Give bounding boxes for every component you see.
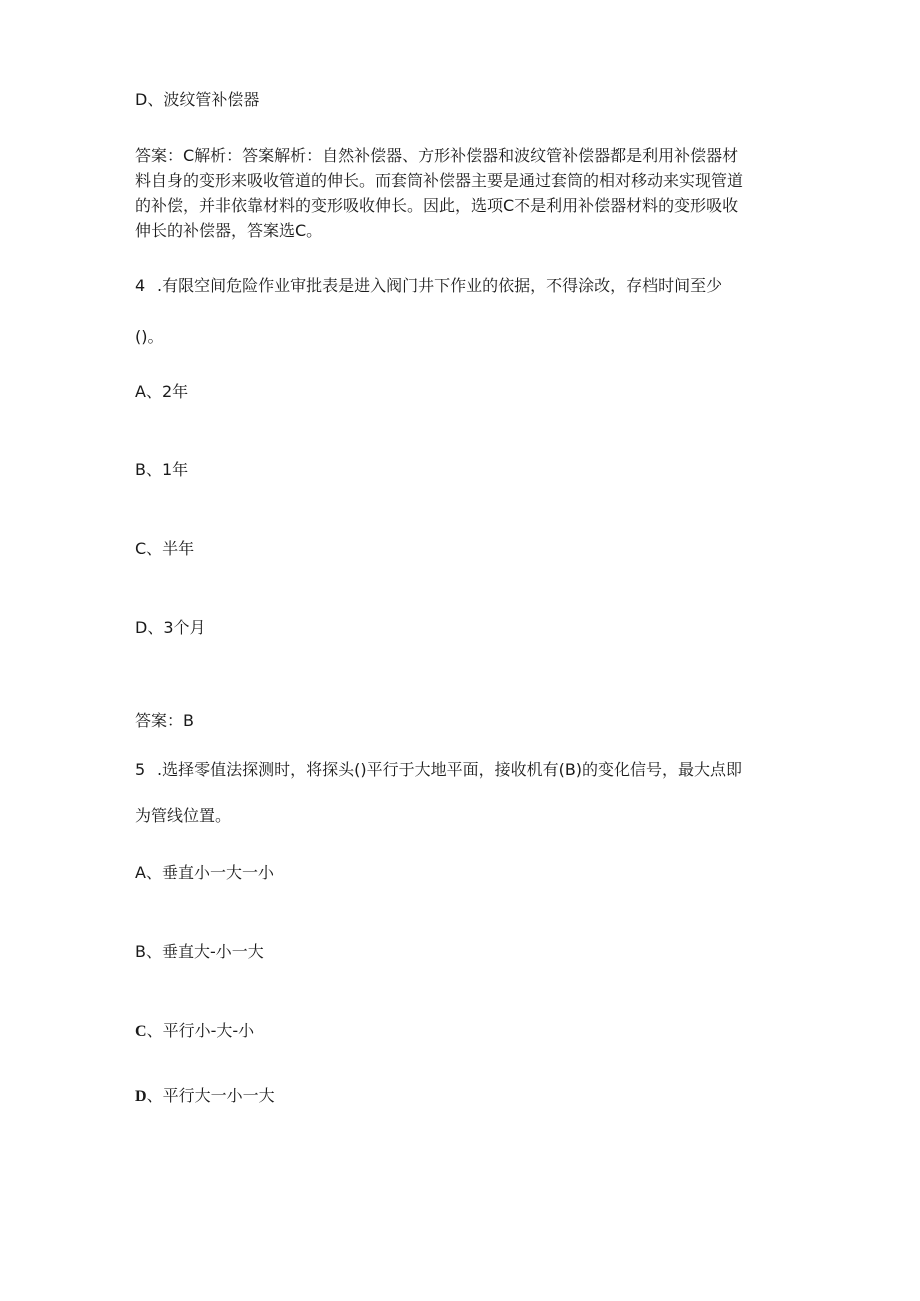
q4-stem: [135, 276, 722, 296]
q3-answer-line: 料自身的变形来吸收管道的伸长。而套筒补偿器主要是通过套筒的相对移动来实现管道: [135, 171, 744, 190]
q4-option-d: D、3个月: [135, 618, 206, 637]
q5-option-c-letter: C: [135, 1023, 147, 1040]
q5-option-d: [135, 1086, 275, 1107]
q5-option-d-text: 、平行大一小一大: [146, 1086, 275, 1105]
q4-option-b: B、1年: [135, 460, 189, 479]
q3-option-d: D、波纹管补偿器: [135, 90, 260, 109]
q5-option-c-text: 、平行小-大-小: [146, 1021, 255, 1040]
q4-option-c: C、半年: [135, 539, 195, 558]
q5-option-a: A、垂直小一大一小: [135, 863, 274, 882]
q3-answer-explanation: [135, 143, 785, 243]
q5-option-c: [135, 1021, 254, 1042]
q3-answer-line: 答案：C解析：答案解析：自然补偿器、方形补偿器和波纹管补偿器都是利用补偿器材: [135, 146, 739, 165]
q5-option-d-letter: D: [135, 1088, 147, 1105]
q4-stem-text: .有限空间危险作业审批表是进入阀门井下作业的依据，不得涂改，存档时间至少: [157, 276, 723, 295]
q4-answer: 答案：B: [135, 711, 194, 730]
q5-stem-continued: 为管线位置。: [135, 806, 232, 825]
q5-option-b: B、垂直大-小一大: [135, 942, 264, 961]
q4-number: 4: [135, 276, 146, 295]
q3-answer-line: 的补偿，并非依靠材料的变形吸收伸长。因此，选项C不是利用补偿器材料的变形吸收: [135, 196, 739, 215]
q5-number: 5: [135, 760, 146, 779]
q3-answer-line: 伸长的补偿器，答案选C。: [135, 221, 323, 240]
q4-option-a: A、2年: [135, 382, 189, 401]
q4-stem-continued: ()。: [135, 327, 164, 346]
q5-stem: [135, 760, 742, 780]
q5-stem-text: .选择零值法探测时，将探头()平行于大地平面，接收机有(B)的变化信号，最大点即: [157, 760, 743, 779]
